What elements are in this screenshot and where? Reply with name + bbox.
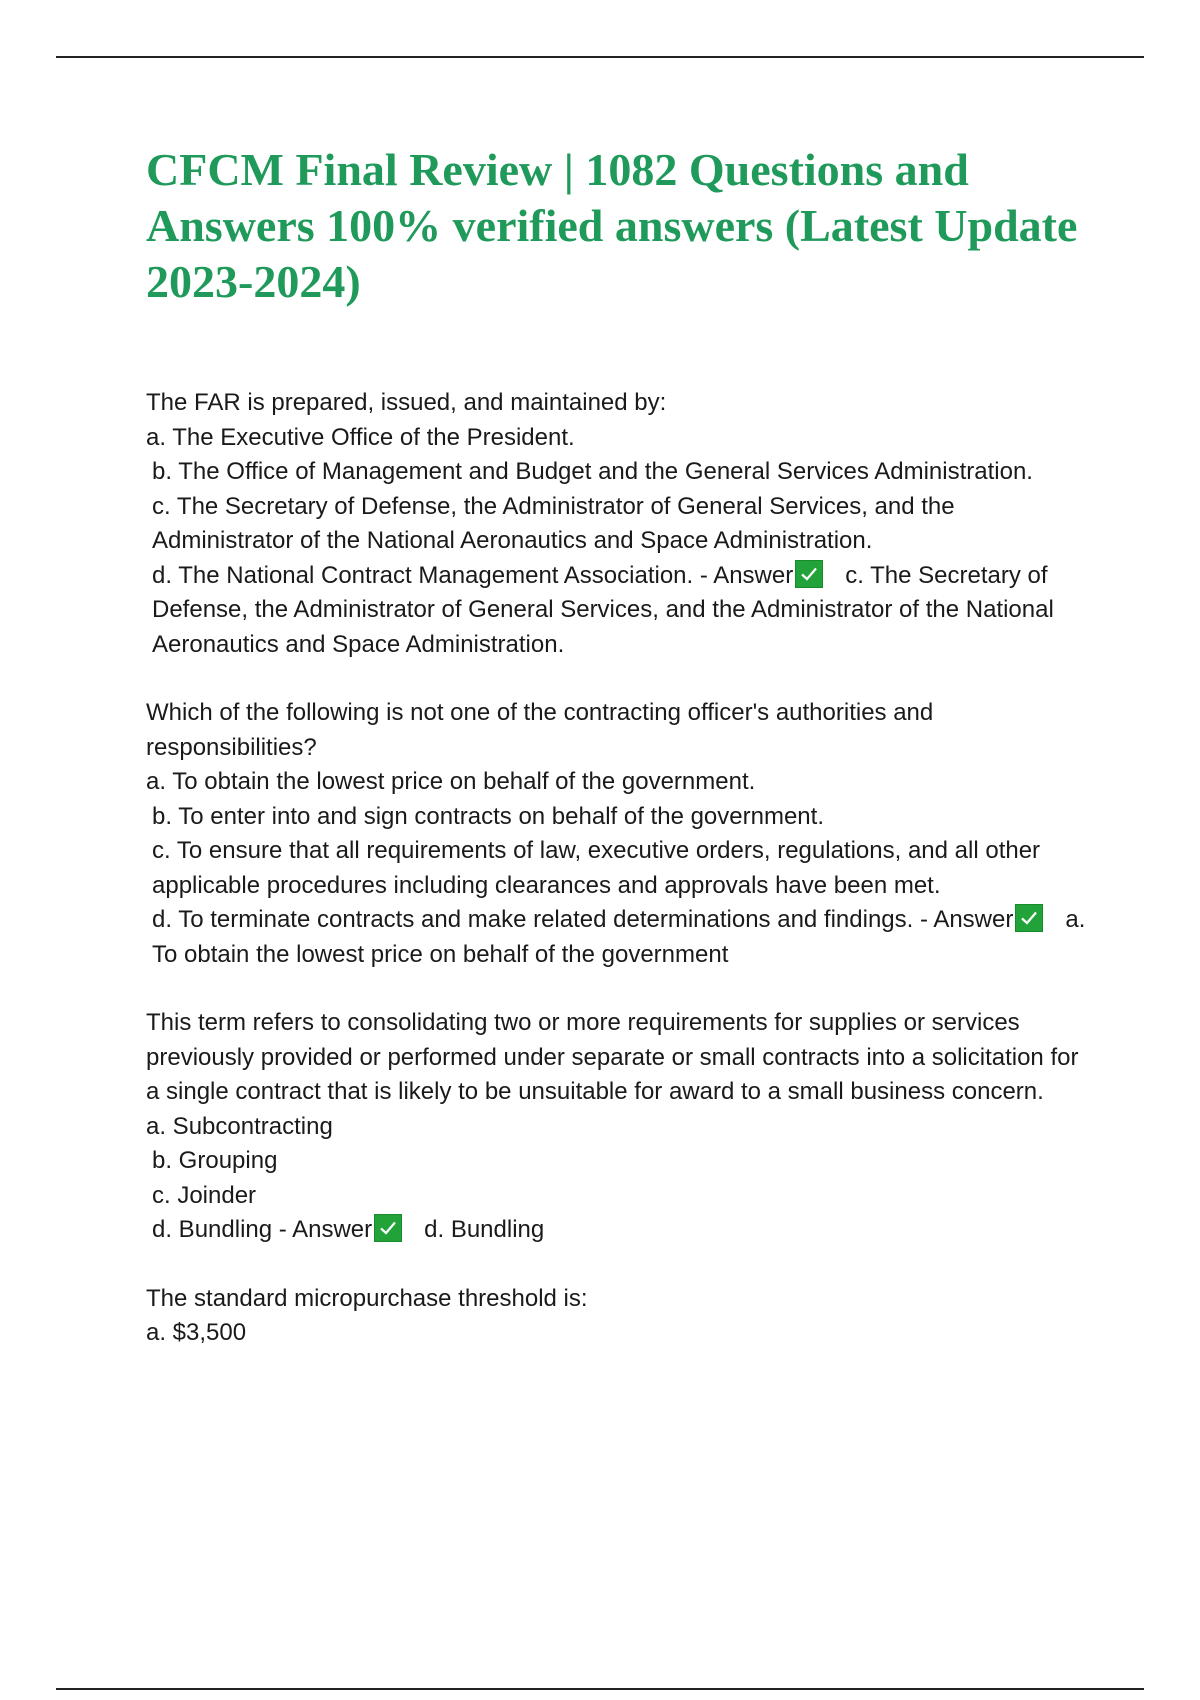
option-b: b. The Office of Management and Budget and the General Services Administration. [152,458,1033,485]
option-b: b. To enter into and sign contracts on behalf of the government. [152,802,824,830]
answer-text: a. To obtain the lowest price on behalf of the government [152,906,1086,968]
question-list [146,386,1086,1385]
question-4 [146,1282,1086,1351]
option-d: d. To terminate contracts and make related determinations and findings. - [152,906,928,933]
document-title: CFCM Final Review | 1082 Questions and Answers 100% verified answers (Latest Update 2023-2024) [146,144,1078,307]
check-mark-icon [1015,904,1043,932]
question-3 [146,1006,1086,1248]
option-c: c. Joinder [152,1181,257,1209]
question-prompt: This term refers to consolidating two or more requirements for supplies or services previously provided or performed under separate or small contracts into a solicitation for a single contract that is likely to be unsuitable for award to a small business concern. [146,1009,1079,1105]
question-1 [146,386,1086,662]
check-mark-icon [374,1214,402,1242]
option-d: d. Bundling - [152,1216,287,1243]
answer-text: c. The Secretary of Defense, the Administrator of General Services, and the Administrator of the National Aeronautics and Space Administration. [152,561,1054,658]
option-b: b. Grouping [152,1147,278,1174]
option-c: c. To ensure that all requirements of law, executive orders, regulations, and all other applicable procedures including clearances and approvals have been met. [152,837,1041,899]
question-2 [146,696,1086,972]
option-a: a. Subcontracting [146,1112,333,1140]
question-prompt: The FAR is prepared, issued, and maintained by: [146,389,667,416]
question-prompt: The standard micropurchase threshold is: [146,1284,588,1312]
option-a: a. To obtain the lowest price on behalf of the government. [146,768,756,795]
option-c: c. The Secretary of Defense, the Administrator of General Services, and the Administrator of the National Aeronautics and Space Administration. [152,492,955,554]
bottom-divider [56,1688,1144,1690]
option-a: a. The Executive Office of the President. [146,423,575,451]
option-a: a. $3,500 [146,1319,247,1346]
option-d-with-answer [146,559,1086,663]
answer-label: Answer [292,1216,373,1243]
option-d: d. The National Contract Management Association. - [152,561,708,589]
answer-text: d. Bundling [424,1216,545,1243]
option-d-with-answer [146,1213,1086,1248]
answer-label: Answer [713,561,794,589]
top-divider [56,56,1144,58]
check-mark-icon [795,560,823,588]
option-d-with-answer [146,903,1086,972]
question-prompt: Which of the following is not one of the contracting officer's authorities and responsibilities? [146,699,934,761]
answer-label: Answer [933,906,1014,933]
